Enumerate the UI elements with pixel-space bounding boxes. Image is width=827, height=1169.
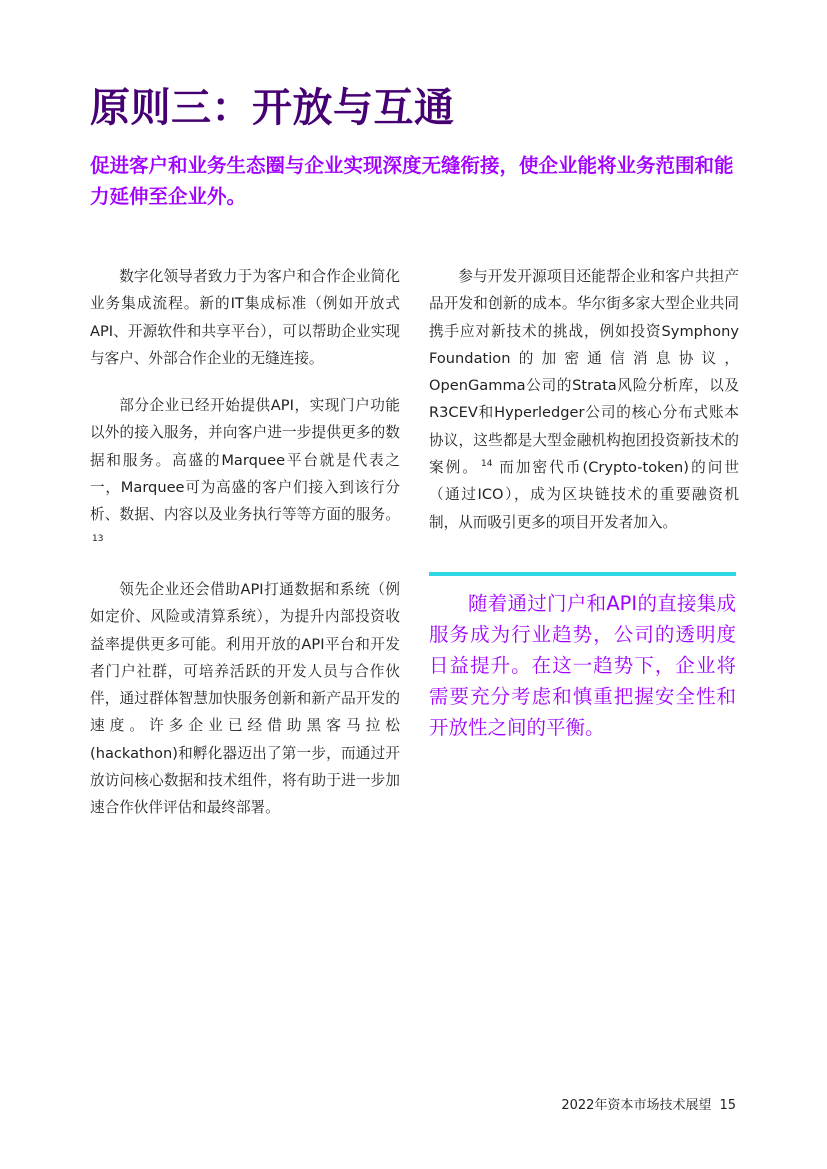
footnote-ref-14[interactable]: 14 — [481, 459, 493, 470]
pull-quote-rule — [429, 572, 736, 576]
page-title: 原则三：开放与互通 — [90, 85, 455, 131]
left-paragraph-2-text: 部分企业已经开始提供API，实现门户功能以外的接入服务，并向客户进一步提供更多的数据和服务。高盛的Marquee平台就是代表之一，Marquee可为高盛的客户们接入到该行分析、数据、内容以及业务执行等等方面的服务。 — [90, 397, 400, 524]
right-column — [429, 263, 739, 556]
pull-quote-text: 随着通过门户和API的直接集成服务成为行业趋势，公司的透明度日益提升。在这一趋势下，企业将需要充分考虑和慎重把握安全性和开放性之间的平衡。 — [429, 592, 736, 739]
left-column — [90, 263, 400, 842]
footer-publication-title: 2022年资本市场技术展望 — [561, 1098, 712, 1113]
page-footer — [561, 1097, 736, 1115]
pull-quote — [429, 572, 736, 743]
left-paragraph-1 — [90, 263, 400, 372]
left-paragraph-1-text: 数字化领导者致力于为客户和合作企业简化业务集成流程。新的IT集成标准（例如开放式API、开源软件和共享平台），可以帮助企业实现与客户、外部合作企业的无缝连接。 — [90, 268, 400, 367]
right-paragraph-1 — [429, 263, 739, 536]
page-number: 15 — [719, 1098, 736, 1113]
page-subtitle: 促进客户和业务生态圈与企业实现深度无缝衔接，使企业能将业务范围和能力延伸至企业外。 — [90, 154, 734, 208]
footnote-ref-13[interactable]: 13 — [92, 533, 104, 544]
left-paragraph-2 — [90, 392, 400, 556]
left-paragraph-3 — [90, 576, 400, 822]
right-paragraph-1-text-a: 参与开发开源项目还能帮企业和客户共担产品开发和创新的成本。华尔街多家大型企业共同携手应对新技术的挑战，例如投资Symphony Foundation的加密通信消息协议，OpenGamma公司的Strata风险分析库，以及R3CEV和Hyperledger公司的核心分布式账本协议，这些都是大型金融机构抱团投资新技术的案例。 — [429, 268, 739, 477]
right-paragraph-1-text-b: 而加密代币(Crypto-token)的问世（通过ICO），成为区块链技术的重要融资机制，从而吸引更多的项目开发者加入。 — [429, 459, 739, 531]
left-paragraph-3-text: 领先企业还会借助API打通数据和系统（例如定价、风险或清算系统），为提升内部投资收益率提供更多可能。利用开放的API平台和开发者门户社群，可培养活跃的开发人员与合作伙伴，通过群体智慧加快服务创新和新产品开发的速度。许多企业已经借助黑客马拉松(hackathon)和孵化器迈出了第一步，而通过开放访问核心数据和技术组件，将有助于进一步加速合作伙伴评估和最终部署。 — [90, 580, 400, 817]
